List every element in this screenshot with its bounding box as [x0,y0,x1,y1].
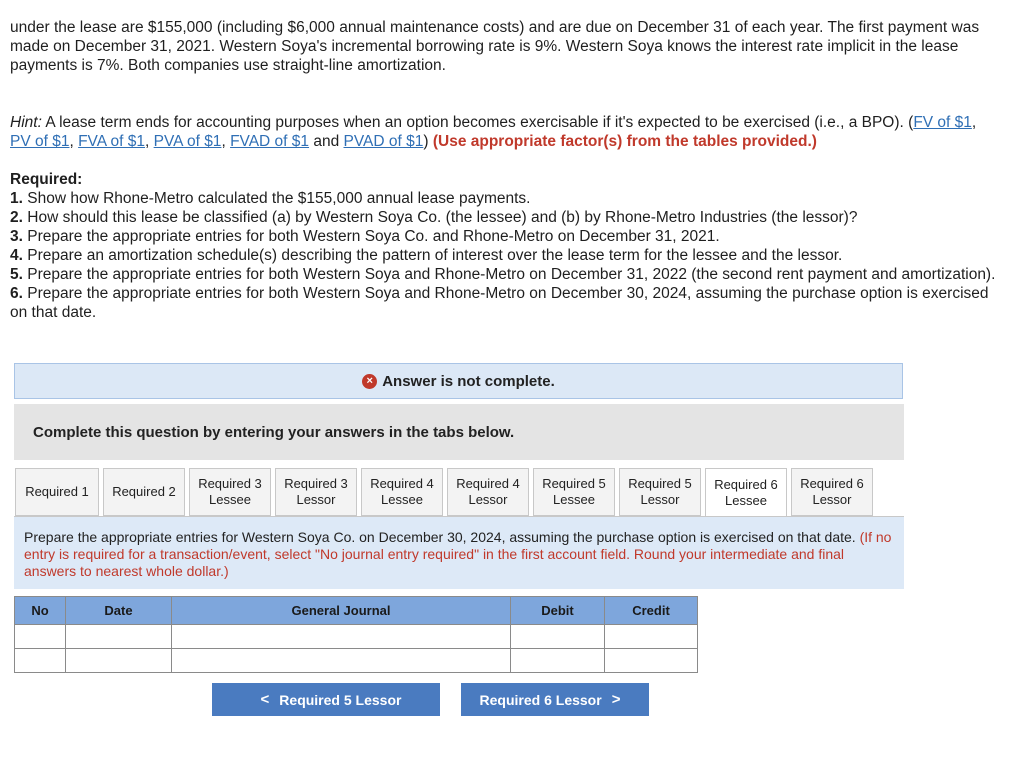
debit-cell[interactable] [511,625,605,649]
problem-intro-text: under the lease are $155,000 (including $6,000 annual maintenance costs) and are due on December 31 of each year. The first payment was made on December 31, 2021. Western Soya's incremental borrowing rate is 9%. Western Soya knows the interest rate implicit in the lease payments is 7%. Both companies use straight-line amortization. [10,19,980,74]
col-header-general-journal: General Journal [172,597,511,625]
hint-sep: , [69,133,79,150]
tab-required-6-lessor[interactable] [791,468,873,516]
col-header-no: No [15,597,66,625]
tab-label: Required 2 [112,484,176,499]
hint-close: ) [423,133,429,150]
required-text: Prepare the appropriate entries for both Western Soya and Rhone-Metro on December 30, 2024, assuming the purchase option is exercised on that date. [10,285,989,321]
tab-required-4-lessee[interactable] [361,468,443,516]
col-header-date: Date [66,597,172,625]
tab-label: Required 5 Lessee [542,476,606,507]
tab-label: Required 6 Lessor [800,476,864,507]
tab-required-3-lessor[interactable] [275,468,357,516]
required-item-4 [10,246,1000,265]
tab-label: Required 6 Lessee [714,477,778,508]
fva-of-1-link[interactable]: FVA of $1 [78,133,146,150]
tab-label: Required 5 Lessor [628,476,692,507]
required-text: Prepare an amortization schedule(s) describing the pattern of interest over the lease term for the lessee and the lessor. [27,247,843,264]
journal-entry-table [14,596,698,673]
required-item-5 [10,265,1000,284]
required-section [10,170,1000,322]
instructions-main: Prepare the appropriate entries for Western Soya Co. on December 30, 2024, assuming the purchase option is exercised on that date. [24,529,860,545]
hint-sep: , [971,114,977,131]
tab-required-5-lessor[interactable] [619,468,701,516]
requirement-tabs [15,468,873,518]
hint-paragraph [10,113,1000,151]
tab-required-4-lessor[interactable] [447,468,529,516]
tab-required-5-lessee[interactable] [533,468,615,516]
required-item-6 [10,284,1000,322]
hint-instruction: (Use appropriate factor(s) from the tables provided.) [432,133,817,150]
account-cell[interactable] [172,649,511,673]
required-text: How should this lease be classified (a) by Western Soya Co. (the lessee) and (b) by Rhone-Metro Industries (the lessor)? [27,209,858,226]
fvad-of-1-link[interactable]: FVAD of $1 [230,133,310,150]
chevron-right-icon: > [611,691,621,708]
tab-label: Required 4 Lessor [456,476,520,507]
pva-of-1-link[interactable]: PVA of $1 [153,133,222,150]
no-cell [15,625,66,649]
tab-required-3-lessee[interactable] [189,468,271,516]
required-item-1 [10,189,1000,208]
table-row [15,625,698,649]
credit-cell[interactable] [605,625,698,649]
col-header-credit: Credit [605,597,698,625]
required-item-3 [10,227,1000,246]
required-num: 2. [10,209,23,226]
prev-button-label: Required 5 Lessor [279,691,402,708]
tab-label: Required 3 Lessor [284,476,348,507]
hint-sep: , [145,133,154,150]
required-num: 3. [10,228,23,245]
required-text: Prepare the appropriate entries for both Western Soya Co. and Rhone-Metro on December 31, 2021. [27,228,720,245]
next-required-6-lessor-button[interactable] [461,683,649,716]
date-cell[interactable] [66,649,172,673]
instructions-note: (If no entry is required for a transaction/event, select "No journal entry required" in the first account field. Round your intermediate and final answers to nearest whole dollar.) [24,529,892,579]
credit-cell[interactable] [605,649,698,673]
hint-sep: , [221,133,231,150]
required-num: 1. [10,190,23,207]
tab-required-2[interactable] [103,468,185,516]
required-heading: Required: [10,171,83,188]
next-button-label: Required 6 Lessor [479,691,602,708]
tab-instructions [14,517,904,589]
required-item-2 [10,208,1000,227]
required-text: Show how Rhone-Metro calculated the $155,000 annual lease payments. [27,190,531,207]
col-header-debit: Debit [511,597,605,625]
pvad-of-1-link[interactable]: PVAD of $1 [343,133,424,150]
prev-required-5-lessor-button[interactable] [212,683,440,716]
no-cell [15,649,66,673]
tab-required-6-lessee[interactable] [705,468,787,518]
tab-label: Required 1 [25,484,89,499]
chevron-left-icon: < [260,691,270,708]
fv-of-1-link[interactable]: FV of $1 [913,114,972,131]
answer-status-banner [14,363,903,399]
required-num: 4. [10,247,23,264]
error-x-icon: × [362,374,377,389]
pv-of-1-link[interactable]: PV of $1 [10,133,70,150]
account-cell[interactable] [172,625,511,649]
date-cell[interactable] [66,625,172,649]
tab-required-1[interactable] [15,468,99,516]
tab-label: Required 3 Lessee [198,476,262,507]
tab-label: Required 4 Lessee [370,476,434,507]
hint-label: Hint: [10,114,42,131]
debit-cell[interactable] [511,649,605,673]
hint-text: A lease term ends for accounting purposes when an option becomes exercisable if it's expected to be exercised (i.e., a BPO). ( [41,114,914,131]
complete-instructions: Complete this question by entering your answers in the tabs below. [14,404,904,460]
required-text: Prepare the appropriate entries for both Western Soya and Rhone-Metro on December 31, 2022 (the second rent payment and amortization). [27,266,996,283]
hint-and: and [309,133,344,150]
required-num: 6. [10,285,23,302]
answer-status-text: Answer is not complete. [382,372,555,390]
table-row [15,649,698,673]
required-num: 5. [10,266,23,283]
